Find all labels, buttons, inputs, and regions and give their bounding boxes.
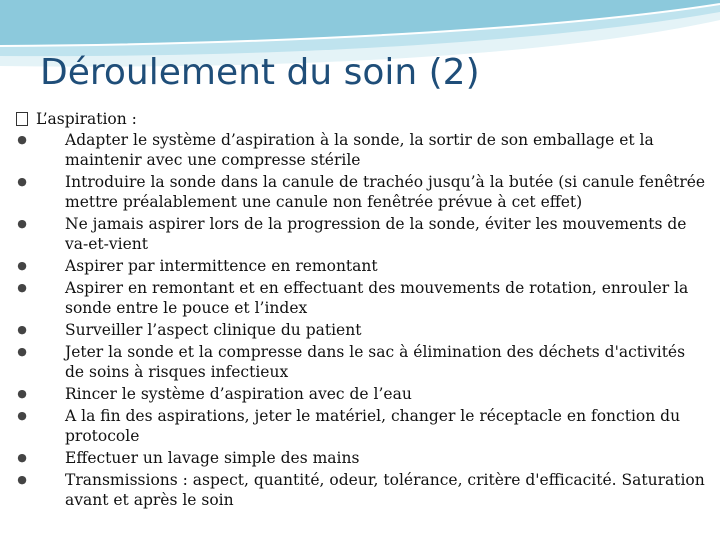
list-item-text: Rincer le système d’aspiration avec de l’eau [65,385,412,403]
bullet-dot-icon: ● [17,345,27,358]
bullet-dot-icon: ● [17,387,27,400]
list-item [16,448,706,468]
list-item-text: Effectuer un lavage simple des mains [65,449,360,467]
list-item [16,172,706,212]
slide-content [16,108,706,512]
bullet-dot-icon: ● [17,217,27,230]
list-item-text: Ne jamais aspirer lors de la progression de la sonde, éviter les mouvements de va-et-vient [65,215,687,253]
list-item-text: Surveiller l’aspect clinique du patient [65,321,362,339]
list-item-text: Adapter le système d’aspiration à la sonde, la sortir de son emballage et la maintenir avec une compresse stérile [65,131,654,169]
list-item-text: Aspirer par intermittence en remontant [65,257,378,275]
bullet-list [16,130,706,510]
list-item [16,342,706,382]
section-heading [16,108,706,130]
slide-title: Déroulement du soin (2) [40,52,480,93]
bullet-dot-icon: ● [17,323,27,336]
section-heading-label: L’aspiration : [36,110,137,128]
bullet-dot-icon: ● [17,175,27,188]
list-item-text: Jeter la sonde et la compresse dans le sac à élimination des déchets d'activités de soins à risques infectieux [65,343,686,381]
bullet-dot-icon: ● [17,133,27,146]
list-item [16,256,706,276]
bullet-dot-icon: ● [17,281,27,294]
list-item-text: Aspirer en remontant et en effectuant des mouvements de rotation, enrouler la sonde entre le pouce et l’index [65,279,689,317]
list-item-text: Transmissions : aspect, quantité, odeur, tolérance, critère d'efficacité. Saturation avant et après le soin [65,471,705,509]
checkbox-bullet-icon [16,112,28,126]
list-item [16,130,706,170]
bullet-dot-icon: ● [17,409,27,422]
list-item [16,320,706,340]
bullet-dot-icon: ● [17,451,27,464]
bullet-dot-icon: ● [17,473,27,486]
list-item [16,384,706,404]
list-item-text: A la fin des aspirations, jeter le matériel, changer le réceptacle en fonction du protocole [65,407,681,445]
list-item [16,406,706,446]
list-item [16,278,706,318]
list-item [16,470,706,510]
bullet-dot-icon: ● [17,259,27,272]
list-item [16,214,706,254]
list-item-text: Introduire la sonde dans la canule de trachéo jusqu’à la butée (si canule fenêtrée mettre préalablement une canule non fenêtrée prévue à cet effet) [65,173,706,211]
